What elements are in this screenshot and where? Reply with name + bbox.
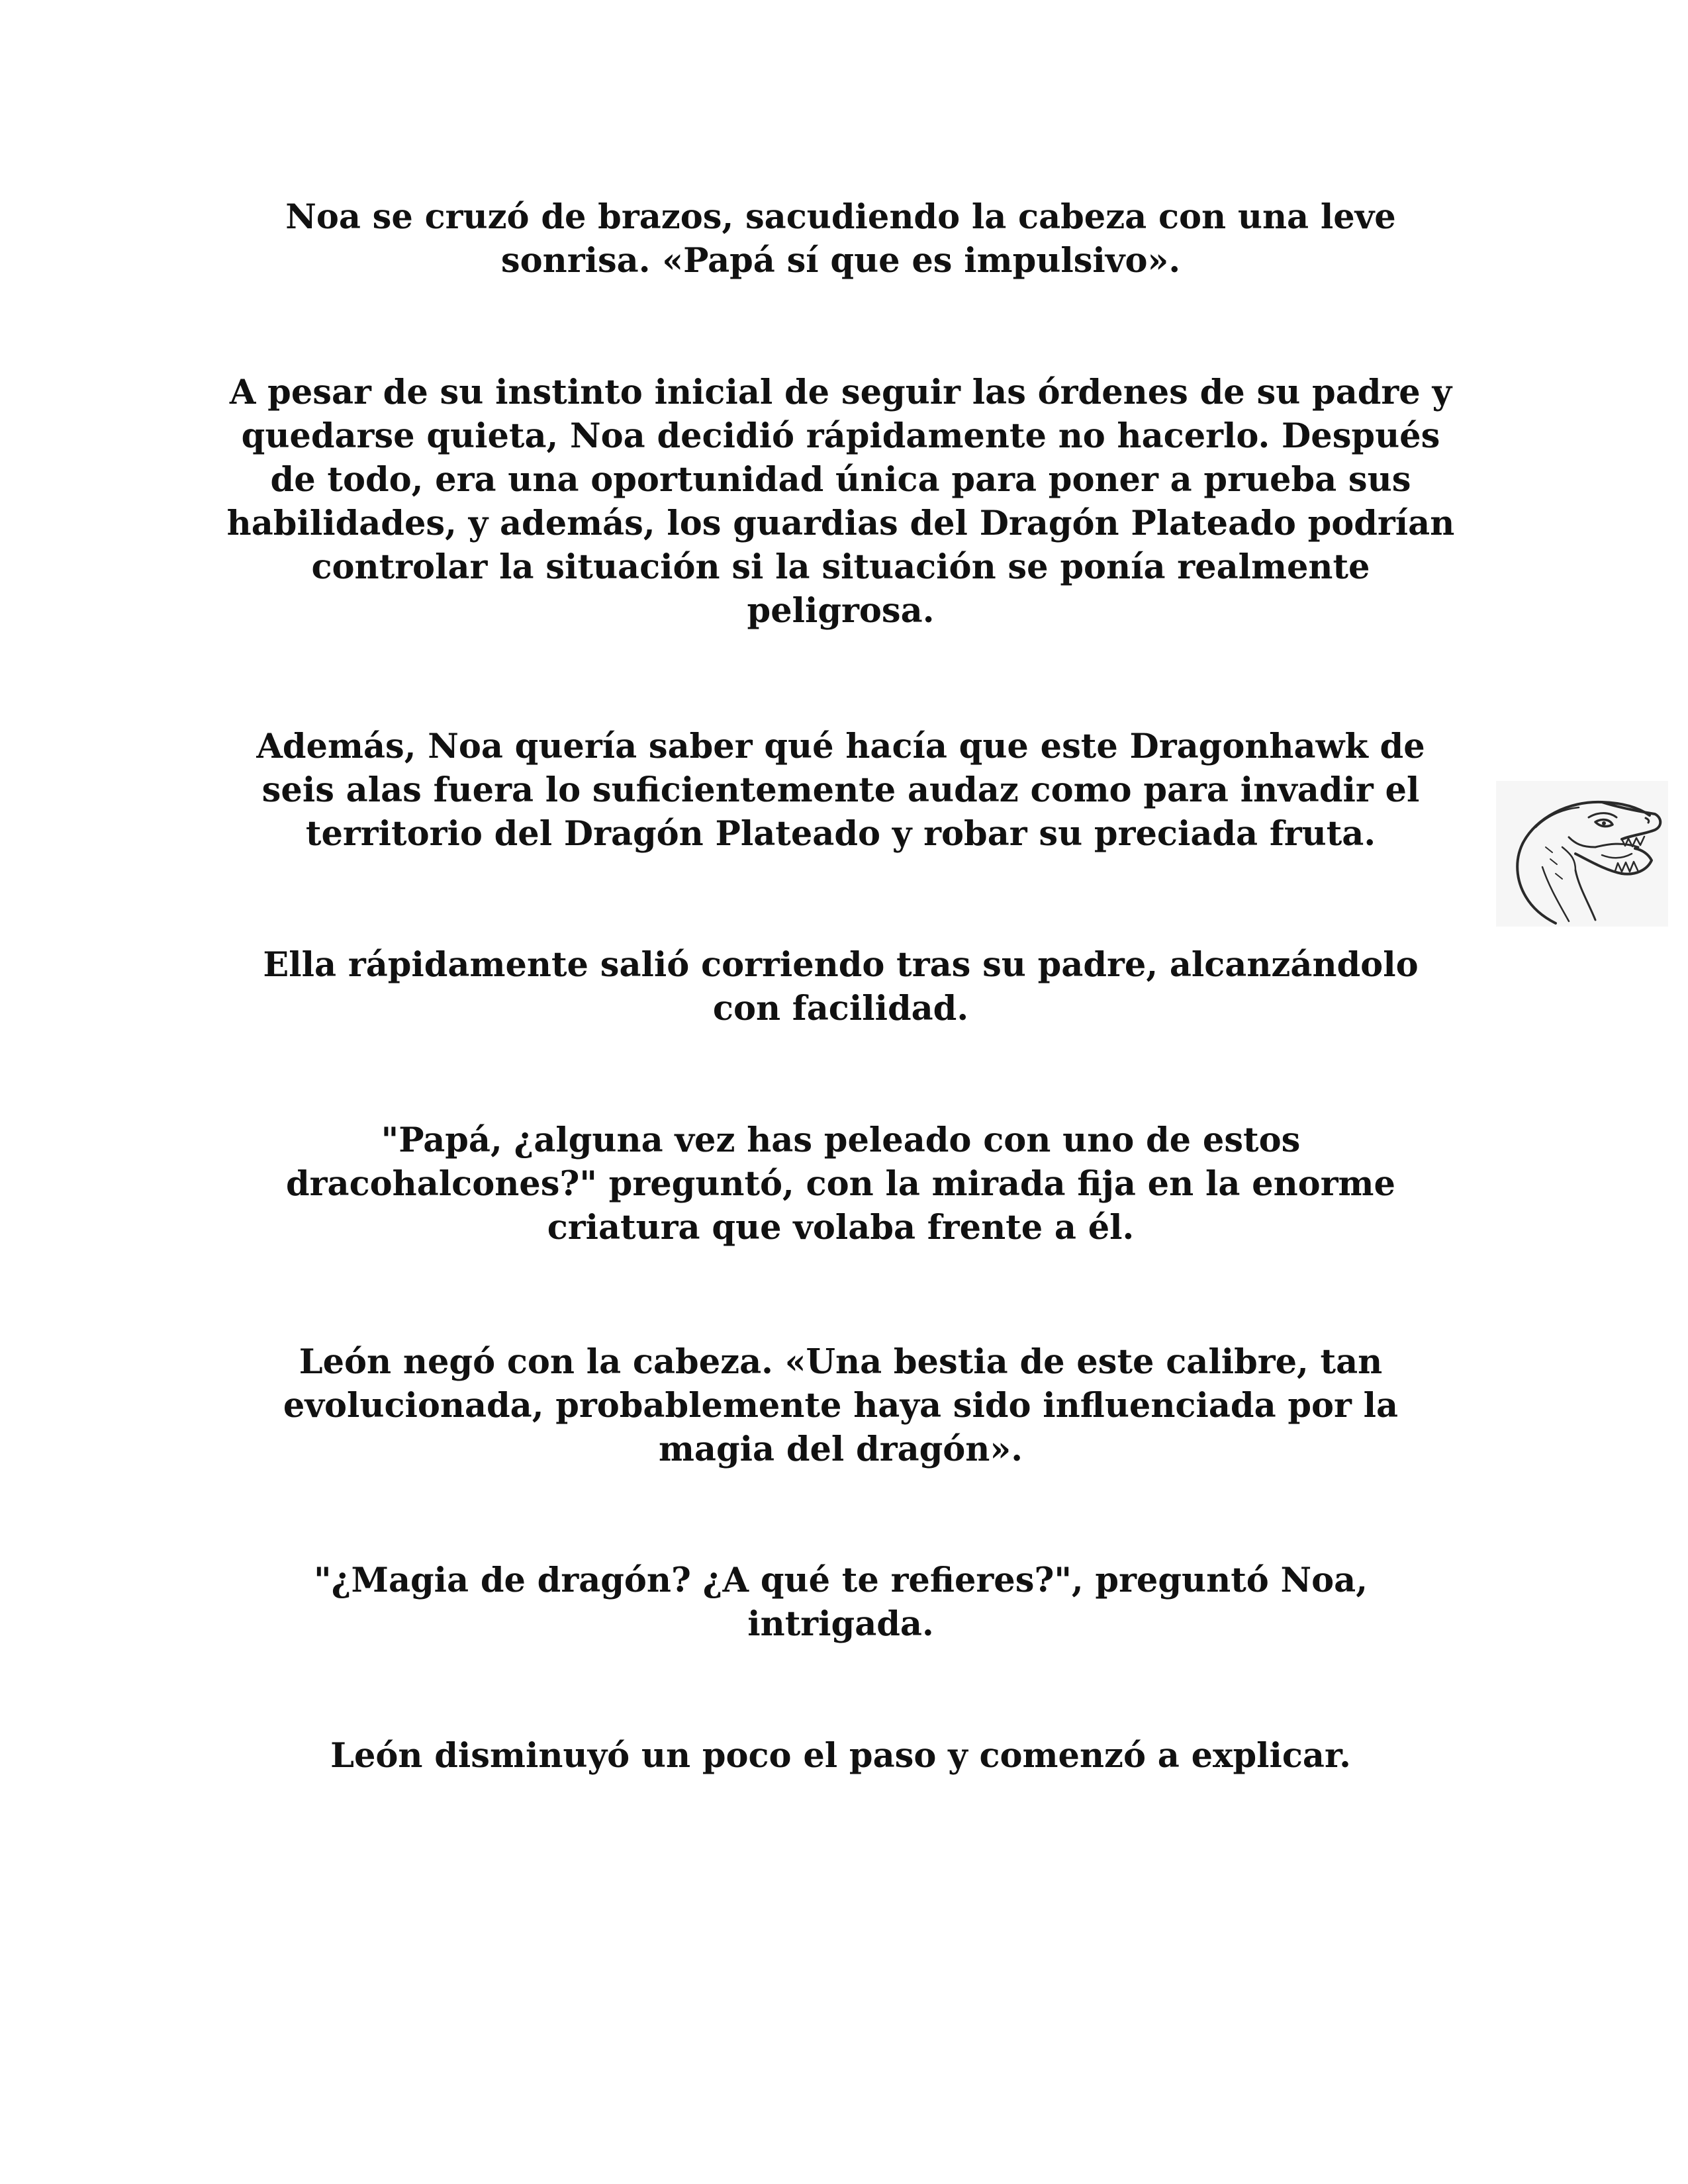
dragon-head-sketch-icon [1496,781,1668,927]
paragraph-4: Ella rápidamente salió corriendo tras su padre, alcanzándolo con facilidad. [263,945,1419,1028]
paragraph-8: León disminuyó un poco el paso y comenzó a explicar. [330,1736,1351,1776]
paragraph-1: Noa se cruzó de brazos, sacudiendo la cabeza con una leve sonrisa. «Papá sí que es impulsivo». [285,197,1396,281]
paragraph-6: León negó con la cabeza. «Una bestia de este calibre, tan evolucionada, probablemente haya sido influenciada por la magia del dragón». [283,1342,1399,1469]
paragraph-5: "Papá, ¿alguna vez has peleado con uno de estos dracohalcones?" preguntó, con la mirada fija en la enorme criatura que volaba frente a él. [286,1120,1395,1248]
paragraph-3: Además, Noa quería saber qué hacía que este Dragonhawk de seis alas fuera lo suficientemente audaz como para invadir el territorio del Dragón Plateado y robar su preciada fruta. [256,727,1425,854]
paragraph-2: A pesar de su instinto inicial de seguir las órdenes de su padre y quedarse quieta, Noa decidió rápidamente no hacerlo. Después de todo, era una oportunidad única para poner a prueba sus habilidades, y además, los guardias del Dragón Plateado podrían controlar la situación si la situación se ponía realmente peligrosa. [226,373,1455,631]
paragraph-7: "¿Magia de dragón? ¿A qué te refieres?", preguntó Noa, intrigada. [314,1561,1368,1644]
